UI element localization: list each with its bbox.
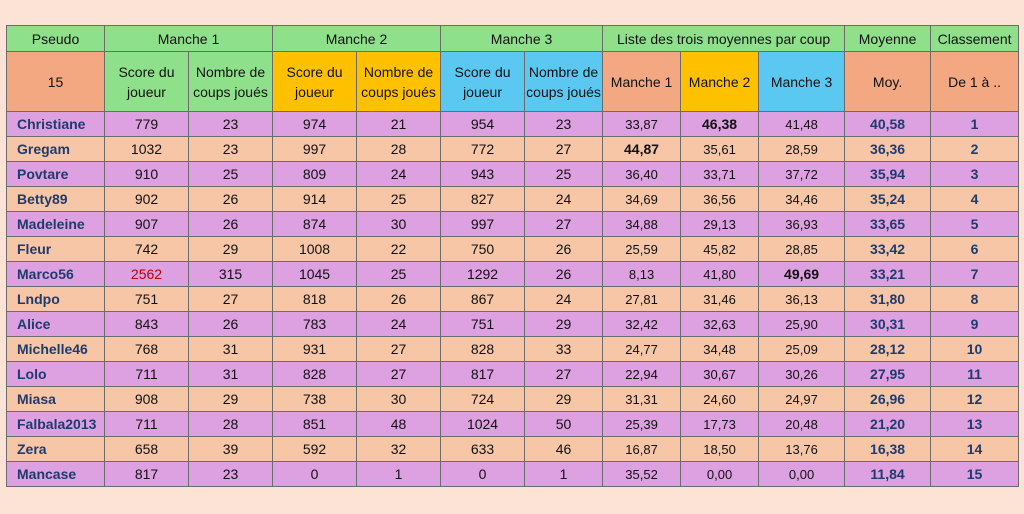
table-row [7,387,1019,412]
score-manche-3: 817 [441,362,525,387]
header-manche-2: Manche 2 [273,26,441,52]
coups-manche-3: 46 [525,437,603,462]
coups-manche-3: 29 [525,312,603,337]
score-manche-2: 809 [273,162,357,187]
player-name: Michelle46 [7,337,105,362]
subheader-coups-2: Nombre de coups joués [357,52,441,112]
table-row [7,312,1019,337]
score-manche-2: 0 [273,462,357,487]
moyenne-manche-1: 34,88 [603,212,681,237]
score-manche-2: 874 [273,212,357,237]
player-count: 15 [7,52,105,112]
score-manche-3: 751 [441,312,525,337]
score-manche-3: 1024 [441,412,525,437]
table-row [7,212,1019,237]
moyenne-manche-3: 0,00 [759,462,845,487]
moyenne-manche-2: 33,71 [681,162,759,187]
score-manche-1: 907 [105,212,189,237]
coups-manche-2: 1 [357,462,441,487]
score-manche-1: 658 [105,437,189,462]
player-name: Mancase [7,462,105,487]
classement: 4 [931,187,1019,212]
results-table [6,25,1019,487]
moyenne-manche-3: 25,90 [759,312,845,337]
header-manche-3: Manche 3 [441,26,603,52]
player-name: Alice [7,312,105,337]
coups-manche-1: 29 [189,387,273,412]
header-classement: Classement [931,26,1019,52]
moyenne-generale: 36,36 [845,137,931,162]
score-manche-1: 908 [105,387,189,412]
subheader-coups-3: Nombre de coups joués [525,52,603,112]
moyenne-manche-1: 8,13 [603,262,681,287]
moyenne-manche-3: 36,93 [759,212,845,237]
score-manche-3: 750 [441,237,525,262]
table-row [7,362,1019,387]
classement: 14 [931,437,1019,462]
moyenne-manche-1: 44,87 [603,137,681,162]
coups-manche-2: 21 [357,112,441,137]
coups-manche-2: 24 [357,312,441,337]
score-manche-1: 843 [105,312,189,337]
table-row [7,262,1019,287]
header-liste-moyennes: Liste des trois moyennes par coup [603,26,845,52]
score-manche-2: 783 [273,312,357,337]
classement: 7 [931,262,1019,287]
moyenne-manche-3: 28,59 [759,137,845,162]
score-manche-1: 711 [105,412,189,437]
score-manche-2: 851 [273,412,357,437]
moyenne-manche-1: 24,77 [603,337,681,362]
subheader-moyenne-manche-3: Manche 3 [759,52,845,112]
moyenne-manche-3: 41,48 [759,112,845,137]
moyenne-generale: 33,65 [845,212,931,237]
coups-manche-3: 26 [525,262,603,287]
moyenne-manche-3: 13,76 [759,437,845,462]
score-manche-2: 592 [273,437,357,462]
coups-manche-1: 23 [189,462,273,487]
player-name: Fleur [7,237,105,262]
score-manche-2: 818 [273,287,357,312]
moyenne-manche-3: 34,46 [759,187,845,212]
score-manche-1: 711 [105,362,189,387]
moyenne-manche-1: 35,52 [603,462,681,487]
table-row [7,337,1019,362]
score-manche-1: 742 [105,237,189,262]
coups-manche-2: 24 [357,162,441,187]
classement: 13 [931,412,1019,437]
player-name: Betty89 [7,187,105,212]
score-manche-2: 828 [273,362,357,387]
moyenne-manche-3: 36,13 [759,287,845,312]
moyenne-generale: 27,95 [845,362,931,387]
moyenne-manche-2: 46,38 [681,112,759,137]
moyenne-manche-2: 29,13 [681,212,759,237]
moyenne-generale: 33,42 [845,237,931,262]
moyenne-manche-2: 30,67 [681,362,759,387]
header-row [7,26,1019,52]
coups-manche-2: 30 [357,387,441,412]
score-manche-3: 828 [441,337,525,362]
player-name: Miasa [7,387,105,412]
subheader-score-1: Score du joueur [105,52,189,112]
score-manche-3: 997 [441,212,525,237]
coups-manche-3: 33 [525,337,603,362]
score-manche-1: 2562 [105,262,189,287]
header-manche-1: Manche 1 [105,26,273,52]
subheader-score-3: Score du joueur [441,52,525,112]
coups-manche-3: 27 [525,212,603,237]
moyenne-manche-3: 30,26 [759,362,845,387]
score-manche-1: 751 [105,287,189,312]
moyenne-manche-1: 36,40 [603,162,681,187]
coups-manche-3: 23 [525,112,603,137]
coups-manche-1: 28 [189,412,273,437]
moyenne-manche-1: 27,81 [603,287,681,312]
score-manche-2: 931 [273,337,357,362]
player-name: Marco56 [7,262,105,287]
score-manche-1: 910 [105,162,189,187]
moyenne-generale: 35,94 [845,162,931,187]
moyenne-manche-1: 31,31 [603,387,681,412]
moyenne-manche-1: 25,39 [603,412,681,437]
score-manche-3: 633 [441,437,525,462]
table-row [7,237,1019,262]
score-manche-1: 817 [105,462,189,487]
moyenne-manche-2: 36,56 [681,187,759,212]
moyenne-manche-2: 41,80 [681,262,759,287]
score-manche-3: 724 [441,387,525,412]
coups-manche-1: 26 [189,312,273,337]
moyenne-generale: 16,38 [845,437,931,462]
table-row [7,137,1019,162]
moyenne-manche-1: 32,42 [603,312,681,337]
moyenne-manche-2: 0,00 [681,462,759,487]
moyenne-manche-1: 25,59 [603,237,681,262]
moyenne-manche-2: 35,61 [681,137,759,162]
score-manche-1: 902 [105,187,189,212]
classement: 11 [931,362,1019,387]
classement: 1 [931,112,1019,137]
classement: 12 [931,387,1019,412]
moyenne-manche-2: 18,50 [681,437,759,462]
score-manche-3: 954 [441,112,525,137]
classement: 2 [931,137,1019,162]
coups-manche-2: 30 [357,212,441,237]
moyenne-generale: 40,58 [845,112,931,137]
classement: 15 [931,462,1019,487]
player-name: Lndpo [7,287,105,312]
moyenne-manche-3: 49,69 [759,262,845,287]
moyenne-manche-1: 22,94 [603,362,681,387]
coups-manche-1: 23 [189,112,273,137]
coups-manche-3: 27 [525,362,603,387]
moyenne-manche-2: 32,63 [681,312,759,337]
score-manche-1: 1032 [105,137,189,162]
moyenne-generale: 35,24 [845,187,931,212]
score-manche-2: 1008 [273,237,357,262]
coups-manche-3: 29 [525,387,603,412]
coups-manche-1: 27 [189,287,273,312]
coups-manche-1: 23 [189,137,273,162]
coups-manche-3: 24 [525,287,603,312]
score-manche-2: 1045 [273,262,357,287]
coups-manche-1: 315 [189,262,273,287]
coups-manche-1: 31 [189,337,273,362]
coups-manche-2: 27 [357,362,441,387]
coups-manche-1: 26 [189,187,273,212]
player-name: Lolo [7,362,105,387]
coups-manche-2: 27 [357,337,441,362]
classement: 5 [931,212,1019,237]
moyenne-generale: 26,96 [845,387,931,412]
table-row [7,437,1019,462]
table-row [7,287,1019,312]
moyenne-manche-1: 33,87 [603,112,681,137]
header-moyenne: Moyenne [845,26,931,52]
player-name: Povtare [7,162,105,187]
subheader-moyenne-manche-1: Manche 1 [603,52,681,112]
player-name: Falbala2013 [7,412,105,437]
moyenne-manche-3: 28,85 [759,237,845,262]
coups-manche-2: 28 [357,137,441,162]
moyenne-generale: 21,20 [845,412,931,437]
score-manche-1: 768 [105,337,189,362]
player-name: Zera [7,437,105,462]
player-name: Gregam [7,137,105,162]
score-manche-2: 738 [273,387,357,412]
moyenne-manche-2: 17,73 [681,412,759,437]
moyenne-manche-3: 25,09 [759,337,845,362]
subheader-coups-1: Nombre de coups joués [189,52,273,112]
coups-manche-3: 26 [525,237,603,262]
subheader-moy: Moy. [845,52,931,112]
player-name: Christiane [7,112,105,137]
coups-manche-3: 1 [525,462,603,487]
score-manche-3: 0 [441,462,525,487]
subheader-moyenne-manche-2: Manche 2 [681,52,759,112]
moyenne-manche-2: 31,46 [681,287,759,312]
score-manche-3: 772 [441,137,525,162]
player-name: Madeleine [7,212,105,237]
subheader-rank: De 1 à .. [931,52,1019,112]
moyenne-manche-3: 20,48 [759,412,845,437]
moyenne-generale: 11,84 [845,462,931,487]
coups-manche-1: 29 [189,237,273,262]
score-manche-3: 943 [441,162,525,187]
score-manche-2: 914 [273,187,357,212]
table-row [7,187,1019,212]
moyenne-manche-3: 24,97 [759,387,845,412]
coups-manche-3: 50 [525,412,603,437]
coups-manche-2: 48 [357,412,441,437]
moyenne-generale: 28,12 [845,337,931,362]
coups-manche-2: 26 [357,287,441,312]
coups-manche-2: 22 [357,237,441,262]
coups-manche-1: 31 [189,362,273,387]
moyenne-manche-3: 37,72 [759,162,845,187]
table-row [7,162,1019,187]
moyenne-manche-2: 24,60 [681,387,759,412]
moyenne-generale: 31,80 [845,287,931,312]
moyenne-manche-1: 16,87 [603,437,681,462]
classement: 10 [931,337,1019,362]
score-manche-2: 997 [273,137,357,162]
table-row [7,112,1019,137]
coups-manche-1: 39 [189,437,273,462]
classement: 3 [931,162,1019,187]
classement: 6 [931,237,1019,262]
coups-manche-3: 27 [525,137,603,162]
coups-manche-1: 25 [189,162,273,187]
score-manche-3: 867 [441,287,525,312]
subheader-score-2: Score du joueur [273,52,357,112]
table-row [7,412,1019,437]
moyenne-manche-2: 34,48 [681,337,759,362]
moyenne-generale: 33,21 [845,262,931,287]
classement: 9 [931,312,1019,337]
moyenne-manche-1: 34,69 [603,187,681,212]
moyenne-generale: 30,31 [845,312,931,337]
score-manche-3: 1292 [441,262,525,287]
coups-manche-1: 26 [189,212,273,237]
score-manche-2: 974 [273,112,357,137]
score-manche-1: 779 [105,112,189,137]
coups-manche-2: 25 [357,187,441,212]
coups-manche-3: 24 [525,187,603,212]
classement: 8 [931,287,1019,312]
table-row [7,462,1019,487]
coups-manche-3: 25 [525,162,603,187]
header-pseudo: Pseudo [7,26,105,52]
coups-manche-2: 25 [357,262,441,287]
subheader-row [7,52,1019,112]
moyenne-manche-2: 45,82 [681,237,759,262]
score-manche-3: 827 [441,187,525,212]
coups-manche-2: 32 [357,437,441,462]
